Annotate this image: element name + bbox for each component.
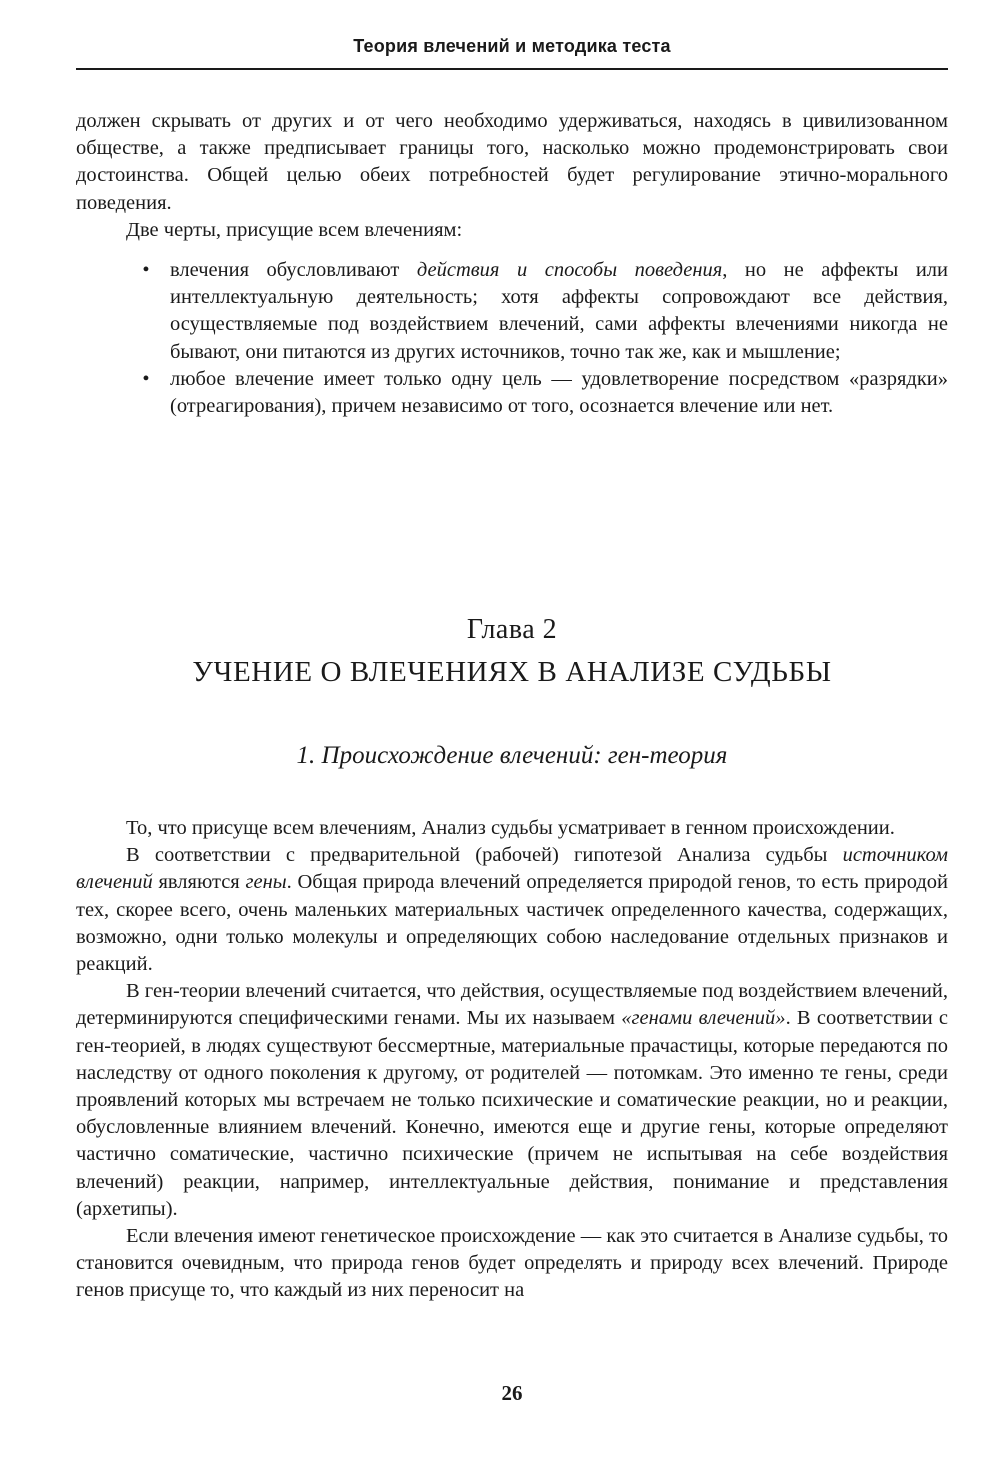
paragraph-emphasis: источником влечений bbox=[76, 844, 948, 894]
intro-paragraph-continued: должен скрывать от других и от чего необходимо удерживаться, находясь в цивилизованном обществе, а также предписывает границы того, насколько можно продемонстрировать свои достоинства. Общей целью обеих потребностей будет регулирование этично-морального поведения. bbox=[76, 110, 948, 214]
chapter-title: УЧЕНИЕ О ВЛЕЧЕНИЯХ В АНАЛИЗЕ СУДЬБЫ bbox=[192, 656, 832, 688]
bullet-icon: • bbox=[142, 367, 150, 390]
intro-paragraph-traits: Две черты, присущие всем влечениям: bbox=[126, 218, 463, 241]
list-item-emphasis: действия и способы поведения bbox=[416, 259, 723, 281]
list-item-text: влечения обусловливают bbox=[170, 259, 417, 281]
section-title: 1. Происхождение влечений: ген-теория bbox=[296, 742, 728, 769]
paragraph-text: являются bbox=[152, 871, 246, 894]
section-body bbox=[76, 815, 948, 1305]
paragraph-emphasis: «генами влечений» bbox=[621, 1007, 786, 1030]
paragraph-text: В ген-теории влечений считается, что действия, осуществляемые под воздействием влечений, детерминируются специфическими генами. Мы их называем bbox=[76, 980, 948, 1030]
bullet-icon: • bbox=[142, 259, 150, 281]
list-item bbox=[142, 257, 949, 366]
intro-block bbox=[76, 108, 948, 244]
traits-list bbox=[142, 257, 949, 420]
paragraph-genetic-origin: Если влечения имеют генетическое происхождение — как это считается в Анализе судьбы, то становится очевидным, что природа генов будет определять и природу всех влечений. Природе генов присуще то, что каждый из них переносит на bbox=[76, 1225, 948, 1302]
paragraph-text: . Общая природа влечений определяется природой генов, то есть природой тех, скорее всего, очень маленьких материальных частичек определенного качества, содержащих, возможно, одни только молекулы и определяющих собою наследование отдельных признаков и реакций. bbox=[76, 871, 949, 976]
list-item-text: , но не аффекты или интеллектуальную деятельность; хотя аффекты сопровождают все действия, осуществляемые под воздействием влечений, сами аффекты влечениями никогда не бывают, они питаются из других источников, точно так же, как и мышление; bbox=[170, 259, 949, 363]
paragraph-text: . В соответствии с ген-теорией, в людях существуют бессмертные, материальные прачастицы, которые передаются по наследству от одного поколения к другому, от родителей — потомкам. Это именно те гены, среди проявлений которых мы встречаем не только психические и соматические реакции, но и реакции, обусловленные влиянием влечений. Конечно, имеются еще и другие гены, которые определяют частично соматические, частично психические (причем не испытывая на себе воздействия влечений) реакции, например, интеллектуальные действия, понимание и представления (архетипы). bbox=[76, 1007, 949, 1220]
list-item bbox=[142, 366, 948, 420]
paragraph-emphasis: гены bbox=[245, 871, 287, 894]
paragraph-gene-origin: То, что присуще всем влечениям, Анализ судьбы усматривает в генном происхождении. bbox=[126, 817, 895, 839]
page-number: 26 bbox=[501, 1381, 523, 1405]
header-rule bbox=[76, 68, 948, 70]
chapter-label: Глава 2 bbox=[466, 614, 558, 645]
paragraph-working-hypothesis bbox=[76, 842, 948, 978]
paragraph-gene-theory bbox=[76, 978, 948, 1223]
running-head: Теория влечений и методика теста bbox=[353, 36, 671, 56]
paragraph-text: В соответствии с предварительной (рабочей) гипотезой Анализа судьбы bbox=[126, 844, 843, 867]
list-item-text: любое влечение имеет только одну цель — удовлетворение посредством «разрядки» (отреагирования), причем независимо от того, осознается влечение или нет. bbox=[170, 367, 948, 418]
